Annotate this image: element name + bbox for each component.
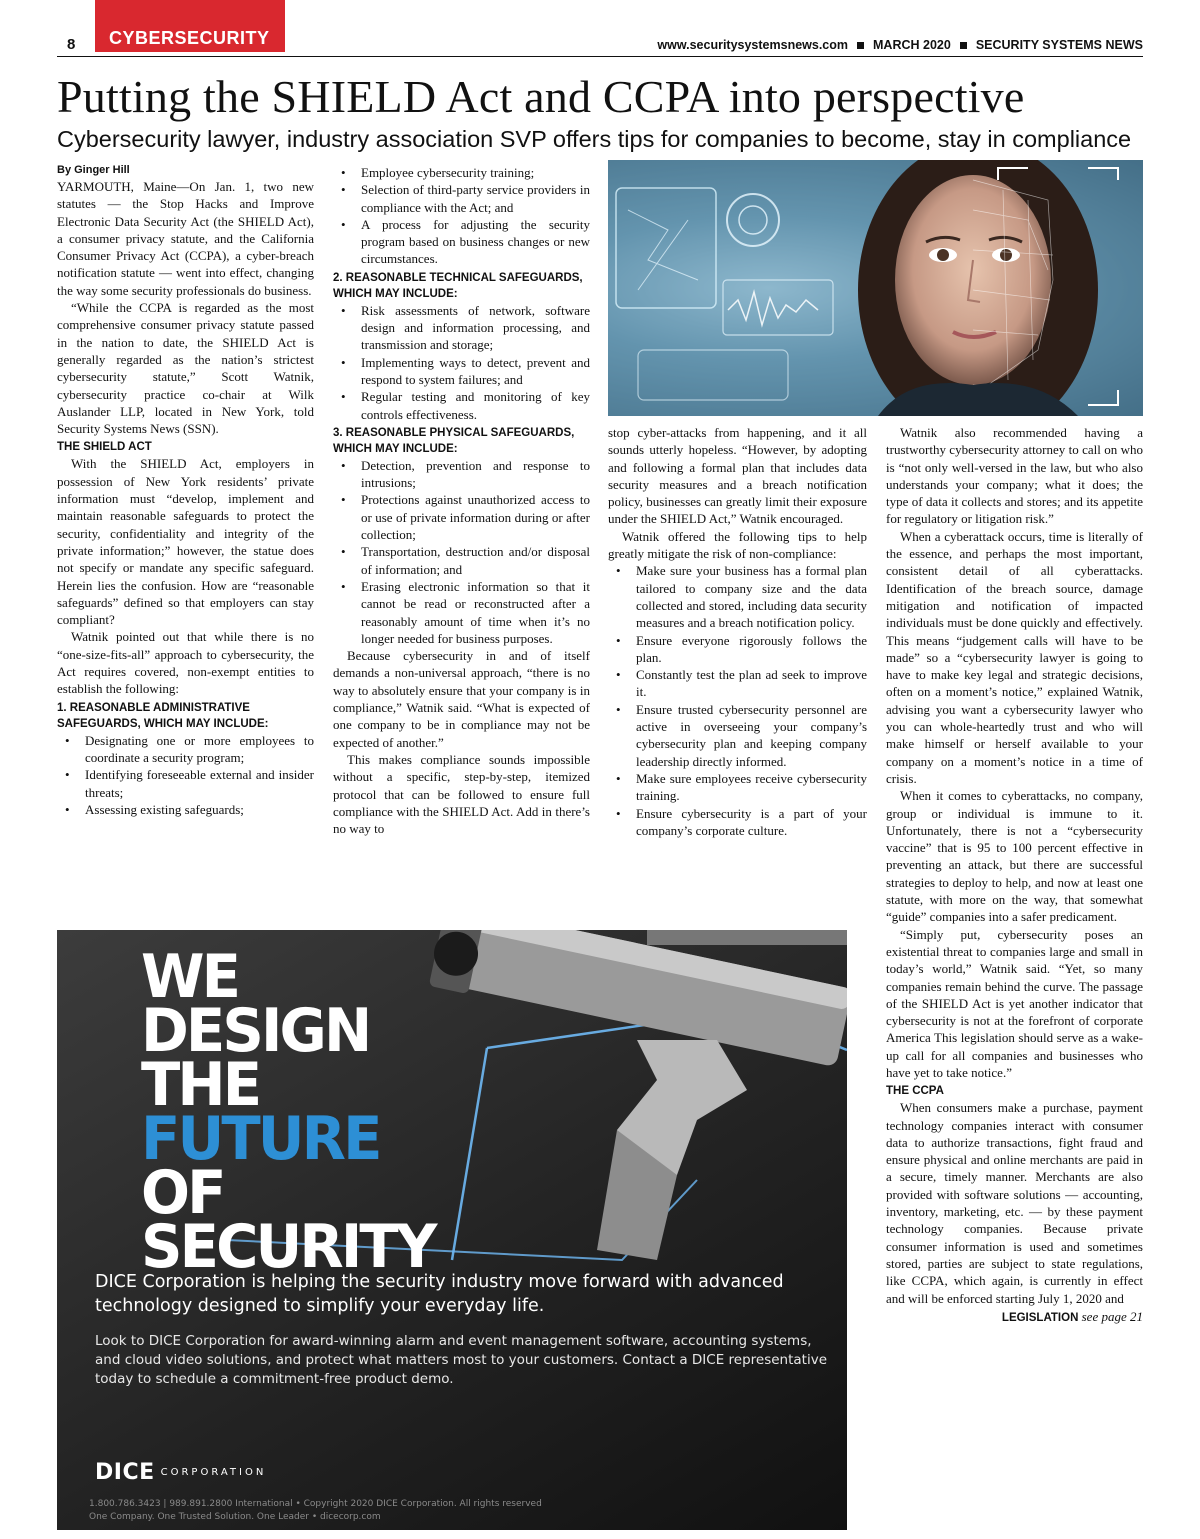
subheading: 1. REASONABLE ADMINISTRATIVE SAFEGUARDS, WHICH MAY INCLUDE: [57,701,269,730]
list-item: • Identifying foreseeable external and insider threats; [57,766,314,801]
ad-headline [141,942,447,1282]
dice-advertisement[interactable] [57,930,847,1530]
list-item: • Regular testing and monitoring of key controls effectiveness. [333,388,590,423]
subheading: 2. REASONABLE TECHNICAL SAFEGUARDS, WHICH MAY INCLUDE: [333,271,583,300]
article-photo [608,160,1143,416]
bullet-list [333,457,590,647]
list-item: • Constantly test the plan ad seek to improve it. [608,666,867,701]
ad-headline-line: THE [141,1050,260,1120]
facial-recognition-photo [608,160,1143,416]
list-item: • Transportation, destruction and/or disposal of information; and [333,543,590,578]
ad-headline-line: FUTURE [141,1104,380,1174]
ad-headline-line: OF [141,1158,224,1228]
ad-footer [89,1498,542,1524]
list-item: • Assessing existing safeguards; [57,801,314,818]
paragraph: With the SHIELD Act, employers in possession of New York residents’ private information must “develop, implement and maintain reasonable safeguards to protect the security, confidentiality and integrity of the private information;” however, the statue does not specify or mandate any specific safeguard. Herein lies the confusion. How are “reasonable safeguards” defined so that employers can stay compliant? [57,456,314,628]
paragraph: Because cybersecurity in and of itself demands a non-universal approach, “there is no way to absolutely ensure that your company is in compliance,” Watnik said. “What is expected of one company to be in compliance may not be expected of another.” [333,648,590,750]
header-publication: SECURITY SYSTEMS NEWS [975,38,1143,52]
list-item: • Protections against unauthorized access to or use of private information during or after collection; [333,491,590,543]
paragraph: “While the CCPA is regarded as the most comprehensive consumer privacy statute passed in the nation to date, the SHIELD Act is generally regarded as the nation’s strictest cybersecurity statute,” Scott Watnik, cybersecurity practice co-chair at Wilk Auslander LLP, located in New York, told Security Systems News (SSN). [57,300,314,437]
square-bullet-icon [857,42,864,49]
bullet-list [608,562,867,839]
paragraph: YARMOUTH, Maine—On Jan. 1, two new statutes — the Stop Hacks and Improve Electronic Data Security Act (the SHIELD Act), a consumer privacy statute, and the California Consumer Privacy Act (CCPA), a cyber-breach notification statute — went into effect, changing the way some security professionals do business. [57,179,314,298]
logo-wordmark: DICE [95,1460,155,1485]
list-item: • Make sure your business has a formal plan tailored to company size and the data collected and stored, including data security measures and a breach notification policy. [608,562,867,631]
list-item: • Ensure everyone rigorously follows the plan. [608,632,867,667]
list-item: • Ensure cybersecurity is a part of your company’s corporate culture. [608,805,867,840]
paragraph: This makes compliance sounds impossible without a specific, step-by-step, itemized protocol that can be followed to ensure full compliance with the SHIELD Act. Add in there’s no way to [333,751,590,837]
jump-page: see page 21 [1081,1308,1143,1324]
list-item: • Ensure trusted cybersecurity personnel are active in overseeing your company’s cybersecurity plan and keeping company leadership directly informed. [608,701,867,770]
paragraph: “Simply put, cybersecurity poses an existential threat to companies large and small in today’s world,” Watnik said. “Yet, so many companies remain behind the curve. The passage of the SHIELD Act is yet another indicator that cybersecurity is not at the forefront of corporate America This legislation should serve as a wake-up call for all companies and businesses who have yet to take notice.” [886,926,1143,1080]
list-item: • Employee cybersecurity training; [333,164,590,181]
continued-jump[interactable] [886,1308,1143,1325]
list-item: • Make sure employees receive cybersecurity training. [608,770,867,805]
subheading: THE SHIELD ACT [57,441,152,454]
paragraph: Watnik offered the following tips to help greatly mitigate the risk of non-compliance: [608,528,867,562]
jump-label: LEGISLATION [1001,1311,1079,1324]
header-date: MARCH 2020 [873,38,951,52]
list-item: • Implementing ways to detect, prevent and respond to system failures; and [333,354,590,389]
page-header [0,0,1200,58]
headline: Putting the SHIELD Act and CCPA into perspective [57,71,1025,122]
bullet-list [333,302,590,423]
paragraph: When it comes to cyberattacks, no company, group or individual is immune to it. Unfortunately, there is not a “cybersecurity vaccine” that is 95 to 100 percent effective in preventing an attack, but there are successful strategies to deploy to help, and now at least one statute, with more on the way, that somewhat “guide” companies into a safer predicament. [886,788,1143,925]
ad-headline-line: DESIGN [141,996,370,1066]
ad-body-text: Look to DICE Corporation for award-winning alarm and event management software, accounting systems, and cloud video solutions, and protect what matters most to your customers. Contact a DICE representative today to schedule a commitment-free product demo. [95,1333,827,1387]
ad-footer-line: 1.800.786.3423 | 989.891.2800 International • Copyright 2020 DICE Corporation. All rights reserved [89,1499,542,1509]
article-column-1 [57,164,314,818]
ad-footer-line[interactable]: One Company. One Trusted Solution. One Leader • dicecorp.com [89,1512,381,1522]
subheading: 3. REASONABLE PHYSICAL SAFEGUARDS, WHICH MAY INCLUDE: [333,426,575,455]
article-column-4 [886,424,1143,1325]
ad-headline-line: WE [141,942,239,1012]
section-tab [95,0,285,52]
bullet-list [333,164,590,268]
logo-subtext: CORPORATION [160,1467,267,1478]
header-url[interactable]: www.securitysystemsnews.com [657,38,849,52]
list-item: • A process for adjusting the security program based on business changes or new circumstances. [333,216,590,268]
paragraph: When a cyberattack occurs, time is literally of the essence, and perhaps the most important, consistent detail of all cyberattacks. Identification of the breach source, damage mitigation and notification of impacted individuals must be done quickly and effectively. This means “judgement calls will have to be made” so a “cybersecurity lawyer is going to have to make key legal and strategic decisions, often on a moment’s notice,” explained Watnik, advising you want a cybersecurity lawyer who you can whole-heartedly trust and who will make himself or herself available to your company on a moment’s notice in a time of crisis. [886,528,1143,786]
square-bullet-icon [960,42,967,49]
header-info [657,38,1143,52]
paragraph: Watnik pointed out that while there is no “one-size-fits-all” approach to cybersecurity, the Act requires covered, non-exempt entities to establish the following: [57,629,314,697]
article-column-2 [333,164,590,837]
bullet-list [57,732,314,818]
list-item: • Detection, prevention and response to intrusions; [333,457,590,492]
dice-logo [95,1460,266,1485]
subheading: THE CCPA [886,1085,944,1098]
paragraph: When consumers make a purchase, payment technology companies interact with consumer data to authorize transactions, fight fraud and ensure physical and online merchants are paid in a secure, timely manner. Merchants are also provided with software solutions — accounting, inventory, marketing, etc. — by these payment technology companies. Because private consumer information is used and sometimes stored, parties are subject to state regulations, like CCPA, which again, is currently in effect and will be enforced starting July 1, 2020 and [886,1100,1143,1306]
article-column-3 [608,424,867,839]
list-item: • Risk assessments of network, software design and information processing, and transmission and storage; [333,302,590,354]
subheadline: Cybersecurity lawyer, industry association SVP offers tips for companies to become, stay in compliance [57,126,1132,152]
ad-headline-line: SECURITY [141,1212,435,1282]
paragraph: stop cyber-attacks from happening, and it all sounds utterly hopeless. “However, by adopting and following a formal plan that includes data security measures and a breach notification policy, businesses can greatly limit their exposure under the SHIELD Act,” Watnik encouraged. [608,425,867,527]
list-item: • Erasing electronic information so that it cannot be read or reconstructed after a reasonably amount of time when it’s no longer needed for business purposes. [333,578,590,647]
header-rule [57,56,1143,57]
byline: By Ginger Hill [57,164,130,176]
ad-tagline: DICE Corporation is helping the security industry move forward with advanced technology designed to simplify your everyday life. [95,1272,784,1316]
list-item: • Designating one or more employees to coordinate a security program; [57,732,314,767]
section-label: CYBERSECURITY [109,28,270,48]
paragraph: Watnik also recommended having a trustworthy cybersecurity attorney to call on who is “not only well-versed in the law, but who also understands your company; what it does; the type of data it collects and stores; and its appetite for regulatory or litigation risk.” [886,425,1143,527]
list-item: • Selection of third-party service providers in compliance with the Act; and [333,181,590,216]
page-number: 8 [67,36,76,53]
